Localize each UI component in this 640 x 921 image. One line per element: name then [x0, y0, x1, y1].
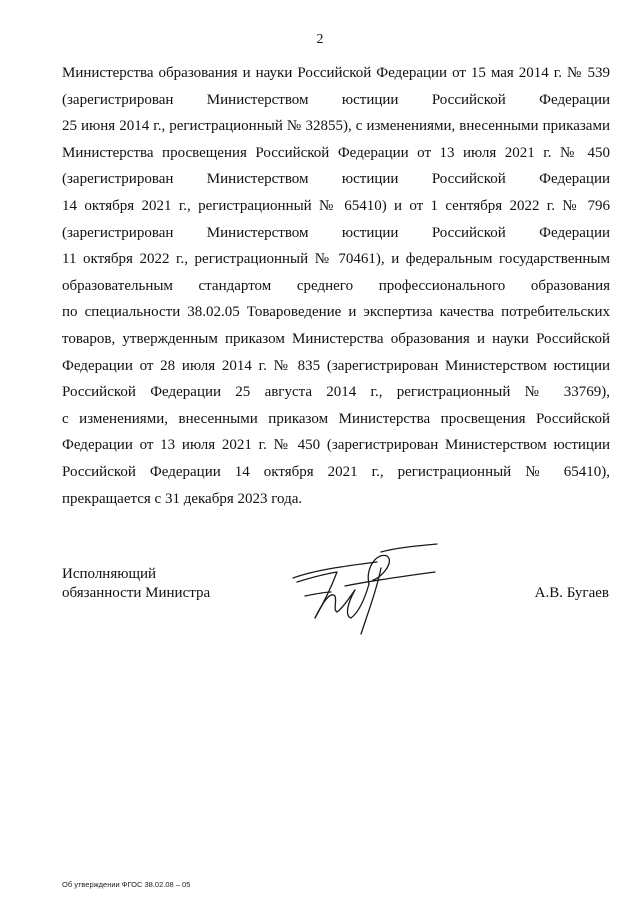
page-number: 2 [316, 32, 324, 47]
body-line: (зарегистрирован Министерством юстиции Российской Федерации [62, 171, 610, 188]
body-line: 11 октября 2022 г., регистрационный № 70461), и федеральным государственным [62, 251, 610, 268]
signatory-name: А.В. Бугаев [534, 585, 609, 601]
signatory-position [62, 565, 210, 603]
footer-note: Об утверждении ФГОС 38.02.08 – 05 [62, 880, 191, 889]
body-line: по специальности 38.02.05 Товароведение и экспертиза качества потребительских [62, 304, 610, 321]
body-line: (зарегистрирован Министерством юстиции Российской Федерации [62, 91, 610, 108]
body-line: Министерства образования и науки Российской Федерации от 15 мая 2014 г. № 539 [62, 65, 610, 81]
body-line: Федерации от 13 июля 2021 г. № 450 (зарегистрирован Министерством юстиции [62, 437, 610, 454]
body-line: товаров, утвержденным приказом Министерства образования и науки Российской [62, 330, 610, 347]
signatory-position-line2: обязанности Министра [62, 585, 211, 601]
body-line: 25 июня 2014 г., регистрационный № 32855), с изменениями, внесенными приказами [62, 118, 610, 135]
body-line: Российской Федерации 14 октября 2021 г., регистрационный № 65410), [62, 463, 610, 480]
body-line: Российской Федерации 25 августа 2014 г., регистрационный № 33769), [62, 384, 610, 401]
signatory-position-line1: Исполняющий [62, 566, 157, 582]
body-line: (зарегистрирован Министерством юстиции Российской Федерации [62, 224, 610, 241]
handwritten-signature [285, 538, 440, 638]
body-line: образовательным стандартом среднего профессионального образования [62, 277, 610, 294]
body-line: Министерства просвещения Российской Федерации от 13 июля 2021 г. № 450 [62, 144, 610, 161]
body-line: прекращается с 31 декабря 2023 года. [62, 490, 303, 507]
document-body [62, 60, 610, 512]
body-line: Федерации от 28 июля 2014 г. № 835 (зарегистрирован Министерством юстиции [62, 357, 610, 374]
body-line: с изменениями, внесенными приказом Министерства просвещения Российской [62, 410, 610, 427]
body-line: 14 октября 2021 г., регистрационный № 65410) и от 1 сентября 2022 г. № 796 [62, 197, 610, 214]
